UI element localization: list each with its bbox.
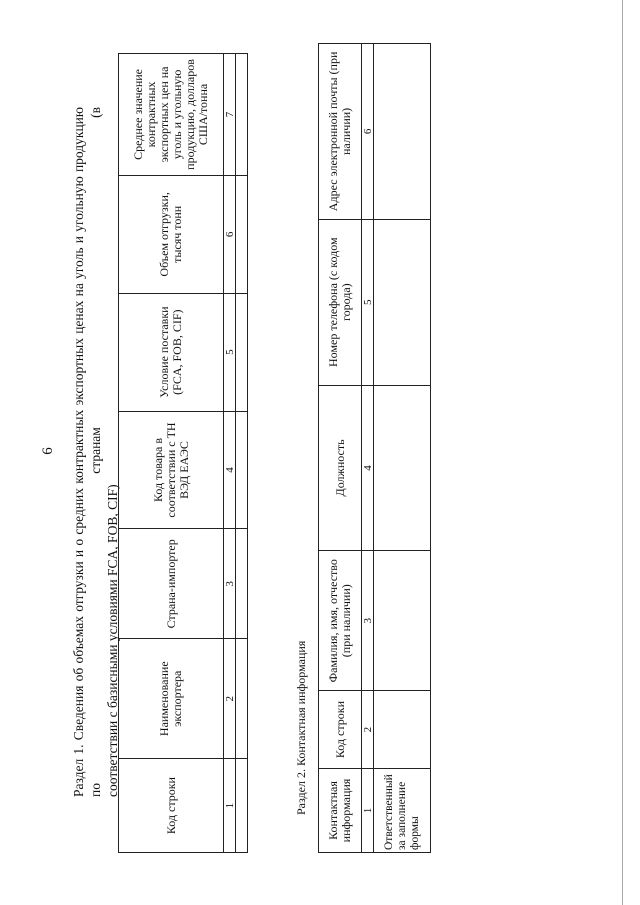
data-cell[interactable]: [374, 691, 431, 769]
column-number: 4: [362, 385, 374, 551]
data-cell[interactable]: [236, 411, 248, 529]
data-cell[interactable]: [374, 219, 431, 385]
page-number: 6: [40, 447, 56, 455]
section2-number-row: [362, 44, 374, 853]
column-number: 7: [224, 54, 236, 176]
section2-data-row: [374, 44, 431, 853]
data-cell[interactable]: [374, 385, 431, 551]
section2-heading: Раздел 2. Контактная информация: [294, 640, 308, 815]
section1-data-row: [236, 54, 248, 853]
section1-heading-line2: соответствии с базисными условиями FCA, FOB, CIF): [105, 484, 120, 797]
section1-header-cell: Код строки: [119, 759, 224, 853]
section2-header-row: [319, 44, 362, 853]
column-number: 5: [224, 293, 236, 411]
section1-header-cell: Страна-импортер: [119, 529, 224, 639]
data-cell[interactable]: [236, 529, 248, 639]
section1-header-cell: Код товара в соответствии с ТН ВЭД ЕАЭС: [119, 411, 224, 529]
section2-header-cell: Должность: [319, 385, 362, 551]
section1-header-cell: Среднее значение контрактных экспортных цен на уголь и угольную продукцию, долларов США/тонна: [119, 54, 224, 176]
data-cell[interactable]: [236, 759, 248, 853]
data-cell[interactable]: [374, 44, 431, 220]
section1-header-cell: Объем отгрузки, тысяч тонн: [119, 175, 224, 293]
section2-header-cell: Фамилия, имя, отчество (при наличии): [319, 551, 362, 691]
bottom-edge-line: [622, 0, 623, 905]
column-number: 2: [362, 691, 374, 769]
column-number: 6: [224, 175, 236, 293]
section1-header-row: [119, 54, 224, 853]
column-number: 1: [224, 759, 236, 853]
section1-heading: [70, 107, 121, 797]
section1-number-row: [224, 54, 236, 853]
section1-header-cell: Наименование экспортера: [119, 639, 224, 759]
column-number: 3: [224, 529, 236, 639]
section2-table: [318, 43, 431, 853]
section2-header-cell: Номер телефона (с кодом города): [319, 219, 362, 385]
responsible-person-label: Ответственный за заполнение формы: [374, 769, 431, 853]
data-cell[interactable]: [374, 551, 431, 691]
section1-header-cell: Условие поставки (FCA, FOB, CIF): [119, 293, 224, 411]
section2-header-cell: Адрес электронной почты (при наличии): [319, 44, 362, 220]
section2-header-cell: Код строки: [319, 691, 362, 769]
section1-heading-line1: Раздел 1. Сведения об объемах отгрузки и о средних контрактных экспортных ценах на уголь и угольную продукцию по странам (в: [71, 107, 103, 797]
section2-header-cell: Контактная информация: [319, 769, 362, 853]
column-number: 5: [362, 219, 374, 385]
data-cell[interactable]: [236, 54, 248, 176]
column-number: 4: [224, 411, 236, 529]
column-number: 2: [224, 639, 236, 759]
section1-table: [118, 53, 248, 853]
column-number: 6: [362, 44, 374, 220]
data-cell[interactable]: [236, 175, 248, 293]
data-cell[interactable]: [236, 639, 248, 759]
column-number: 1: [362, 769, 374, 853]
data-cell[interactable]: [236, 293, 248, 411]
column-number: 3: [362, 551, 374, 691]
